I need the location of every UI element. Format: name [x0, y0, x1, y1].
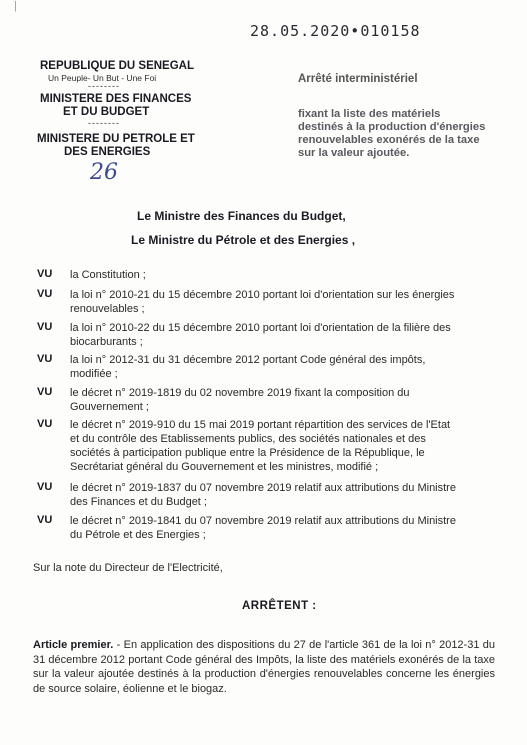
article-text: - En application des dispositions du 27 de l'article 361 de la loi n° 2012-31 du 31 décembre 2012 portant Code général des Impôts, la liste des matériels exonérés de la taxe sur la valeur ajoutée destinés à la production d'énergies renouvelables concerne les énergies de source solaire, éolienne et le biogaz. [33, 639, 495, 695]
ministry-finance-line2: ET DU BUDGET [63, 106, 150, 118]
vu-line: Gouvernement ; [70, 401, 149, 413]
vu-item [70, 353, 510, 381]
vu-item [70, 418, 510, 474]
vu-line: renouvelables ; [70, 303, 145, 315]
ministry-petrol-line1: MINISTERE DU PETROLE ET [37, 133, 195, 145]
republic-heading: REPUBLIQUE DU SENEGAL [40, 60, 194, 72]
national-motto: Un Peuple- Un But - Une Foi [48, 73, 157, 83]
vu-item [70, 321, 510, 349]
vu-label: VU [37, 386, 53, 398]
ministry-petrol-line2: DES ENERGIES [64, 146, 151, 158]
vu-item [70, 514, 510, 542]
vu-line: le décret n° 2019-910 du 15 mai 2019 portant répartition des services de l'Etat [70, 419, 451, 431]
handwritten-number: 26 [90, 160, 118, 185]
header-separator-2: -------- [88, 118, 120, 128]
arrete-title: Arrêté interministériel [298, 73, 418, 85]
arrete-object-line: renouvelables exonérés de la taxe [298, 134, 480, 146]
vu-line: et du contrôle des Etablissements publics, des sociétés nationales et des [70, 433, 426, 445]
vu-line: la loi n° 2012-31 du 31 décembre 2012 portant Code général des impôts, [70, 354, 426, 366]
article-label: Article premier. [33, 639, 114, 651]
vu-label: VU [37, 481, 53, 493]
header-separator: -------- [88, 81, 120, 91]
vu-line: le décret n° 2019-1841 du 07 novembre 2019 relatif aux attributions du Ministre [70, 515, 456, 527]
vu-label: VU [37, 514, 53, 526]
vu-line: sociétés à participation publique entre la Présidence de la République, le [70, 447, 425, 459]
arrete-object-line: sur la valeur ajoutée. [298, 147, 410, 159]
vu-item [70, 481, 510, 509]
arrete-object-line: destinés à la production d'énergies [298, 121, 486, 133]
vu-line: des Finances et du Budget ; [70, 496, 207, 508]
minister-petrol: Le Ministre du Pétrole et des Energies , [131, 233, 356, 247]
vu-label: VU [37, 288, 53, 300]
arrete-object-line: fixant la liste des matériels [298, 108, 441, 120]
vu-label: VU [37, 321, 53, 333]
vu-line: Secrétariat général du Gouvernement et les ministres, modifié ; [70, 461, 379, 473]
vu-item [70, 386, 510, 414]
article-premier [33, 638, 495, 696]
vu-line: modifiée ; [70, 368, 118, 380]
director-note: Sur la note du Directeur de l'Electricité, [33, 562, 223, 574]
minister-finance: Le Ministre des Finances du Budget, [137, 209, 346, 223]
ministry-finance-line1: MINISTERE DES FINANCES [40, 93, 192, 105]
vu-label: VU [37, 268, 53, 280]
page-edge-mark: | [14, 0, 17, 12]
vu-line: le décret n° 2019-1819 du 02 novembre 2019 fixant la composition du [70, 387, 410, 399]
vu-line: biocarburants ; [70, 336, 143, 348]
vu-item [70, 288, 510, 316]
vu-line: la loi n° 2010-21 du 15 décembre 2010 portant loi d'orientation sur les énergies [70, 289, 455, 301]
arretent-heading: ARRÊTENT : [242, 600, 317, 612]
vu-line: la Constitution ; [70, 269, 146, 281]
vu-label: VU [37, 418, 53, 430]
vu-line: du Pétrole et des Energies ; [70, 529, 206, 541]
vu-label: VU [37, 353, 53, 365]
vu-line: la loi n° 2010-22 du 15 décembre 2010 portant loi d'orientation de la filière des [70, 322, 451, 334]
arrete-object [298, 108, 516, 160]
vu-item [70, 268, 510, 282]
vu-line: le décret n° 2019-1837 du 07 novembre 2019 relatif aux attributions du Ministre [70, 482, 456, 494]
registration-stamp: 28.05.2020•010158 [250, 22, 421, 40]
